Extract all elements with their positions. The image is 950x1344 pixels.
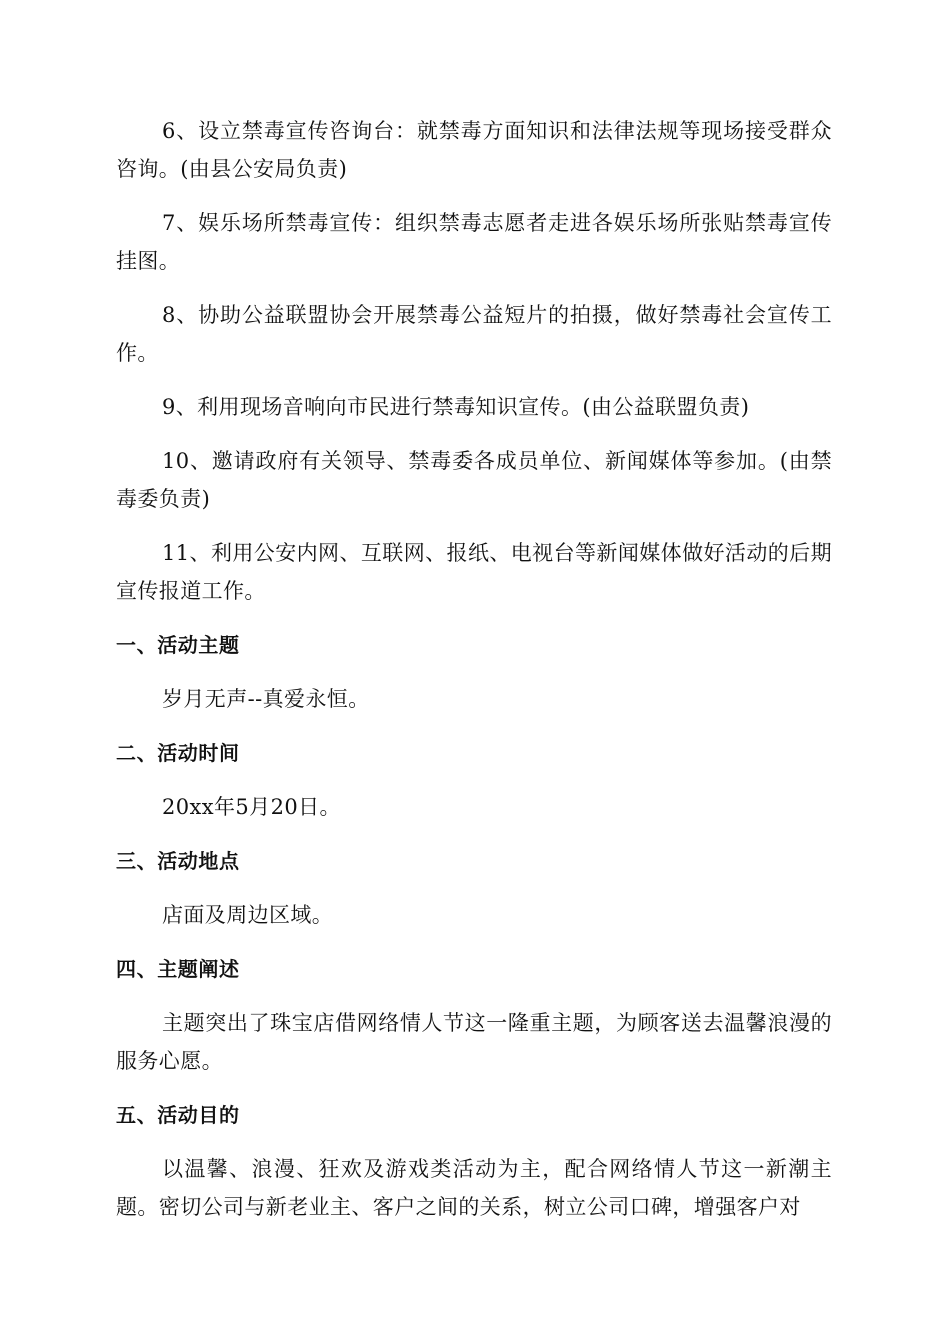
section-heading-theme: 一、活动主题 xyxy=(116,633,240,657)
section-heading-purpose: 五、活动目的 xyxy=(116,1103,240,1127)
section-body-location: 店面及周边区域。 xyxy=(162,903,334,927)
section-heading-location: 三、活动地点 xyxy=(116,849,240,873)
section-body-time: 20xx年5月20日。 xyxy=(162,795,341,819)
list-item-10: 10、邀请政府有关领导、禁毒委各成员单位、新闻媒体等参加。(由禁毒委负责) xyxy=(116,449,832,511)
section-heading-time: 二、活动时间 xyxy=(116,741,240,765)
list-item-8: 8、协助公益联盟协会开展禁毒公益短片的拍摄，做好禁毒社会宣传工作。 xyxy=(116,303,832,365)
section-body-description: 主题突出了珠宝店借网络情人节这一隆重主题，为顾客送去温馨浪漫的服务心愿。 xyxy=(116,1011,832,1073)
section-body-purpose: 以温馨、浪漫、狂欢及游戏类活动为主，配合网络情人节这一新潮主题。密切公司与新老业主、客户之间的关系，树立公司口碑，增强客户对 xyxy=(116,1157,832,1219)
list-item-11: 11、利用公安内网、互联网、报纸、电视台等新闻媒体做好活动的后期宣传报道工作。 xyxy=(116,541,832,603)
section-body-theme: 岁月无声--真爱永恒。 xyxy=(162,687,370,711)
document-page xyxy=(116,112,832,1242)
list-item-9: 9、利用现场音响向市民进行禁毒知识宣传。(由公益联盟负责) xyxy=(162,395,750,419)
section-heading-description: 四、主题阐述 xyxy=(116,957,240,981)
list-item-7: 7、娱乐场所禁毒宣传：组织禁毒志愿者走进各娱乐场所张贴禁毒宣传挂图。 xyxy=(116,211,832,273)
list-item-6: 6、设立禁毒宣传咨询台：就禁毒方面知识和法律法规等现场接受群众咨询。(由县公安局负责) xyxy=(116,119,832,181)
